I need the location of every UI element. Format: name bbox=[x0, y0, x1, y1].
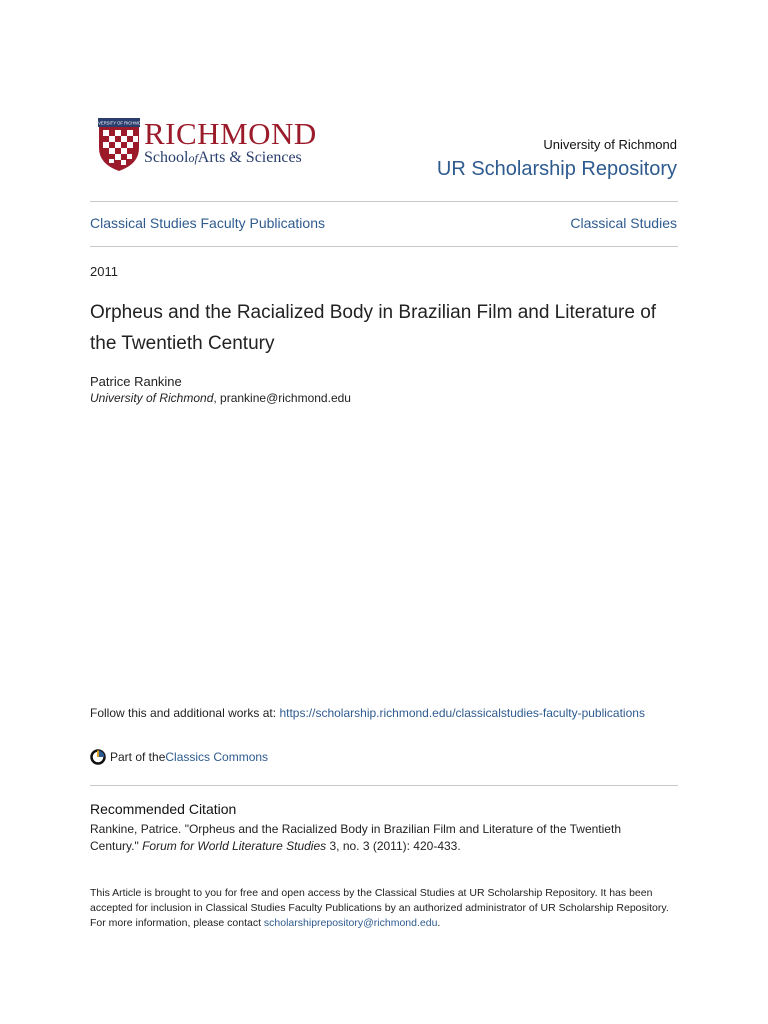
richmond-logo[interactable] bbox=[90, 116, 338, 174]
classics-commons-link[interactable]: Classics Commons bbox=[165, 750, 269, 764]
author-name: Patrice Rankine bbox=[90, 374, 182, 389]
divider bbox=[90, 246, 678, 247]
article-title: Orpheus and the Racialized Body in Brazilian Film and Literature of the Twentieth Century bbox=[90, 302, 657, 354]
university-name: University of Richmond bbox=[543, 137, 677, 152]
divider bbox=[90, 785, 678, 786]
commons-icon bbox=[90, 749, 106, 765]
citation-journal: Forum for World Literature Studies bbox=[142, 839, 327, 853]
logo-subtitle-rest: Arts & Sciences bbox=[197, 149, 302, 166]
author-email: , prankine@richmond.edu bbox=[213, 391, 351, 405]
notice-text: This Article is brought to you for free and open access by the Classical Studies at UR Scholarship Repository. It has been accepted for inclusion in Classical Studies Faculty Publications by an authorized administrator of UR Scholarship Repository. For more information, please contact bbox=[90, 887, 669, 929]
repository-link[interactable]: UR Scholarship Repository bbox=[436, 158, 677, 180]
recommended-citation-heading: Recommended Citation bbox=[90, 801, 237, 817]
logo-wordmark: RICHMOND bbox=[144, 116, 317, 151]
access-notice bbox=[90, 886, 680, 931]
shield-text: UNIVERSITY OF RICHMOND bbox=[90, 120, 148, 126]
part-of-line bbox=[90, 748, 268, 766]
notice-end: . bbox=[437, 917, 441, 929]
department-link[interactable]: Classical Studies bbox=[570, 215, 677, 231]
shield-icon bbox=[90, 118, 148, 172]
divider bbox=[90, 201, 678, 202]
citation-before: Rankine, Patrice. "Orpheus and the Racialized Body in Brazilian Film and Literature of the Twentieth Century." bbox=[90, 822, 621, 853]
logo-subtitle-of: of bbox=[188, 151, 198, 165]
citation-text bbox=[90, 821, 670, 855]
author-affiliation bbox=[90, 391, 351, 405]
logo-subtitle-school: School bbox=[144, 149, 189, 166]
publication-year: 2011 bbox=[90, 264, 118, 279]
contact-email-link[interactable]: scholarshiprepository@richmond.edu bbox=[263, 917, 438, 929]
follow-url-link[interactable]: https://scholarship.richmond.edu/classicalstudies-faculty-publications bbox=[279, 706, 645, 720]
affiliation-name: University of Richmond bbox=[90, 391, 214, 405]
citation-after: 3, no. 3 (2011): 420-433. bbox=[326, 839, 461, 853]
series-link[interactable]: Classical Studies Faculty Publications bbox=[90, 215, 325, 231]
follow-label: Follow this and additional works at: bbox=[90, 706, 280, 720]
follow-text bbox=[90, 703, 650, 724]
part-of-label: Part of the bbox=[110, 750, 166, 764]
logo-subtitle bbox=[144, 149, 302, 167]
